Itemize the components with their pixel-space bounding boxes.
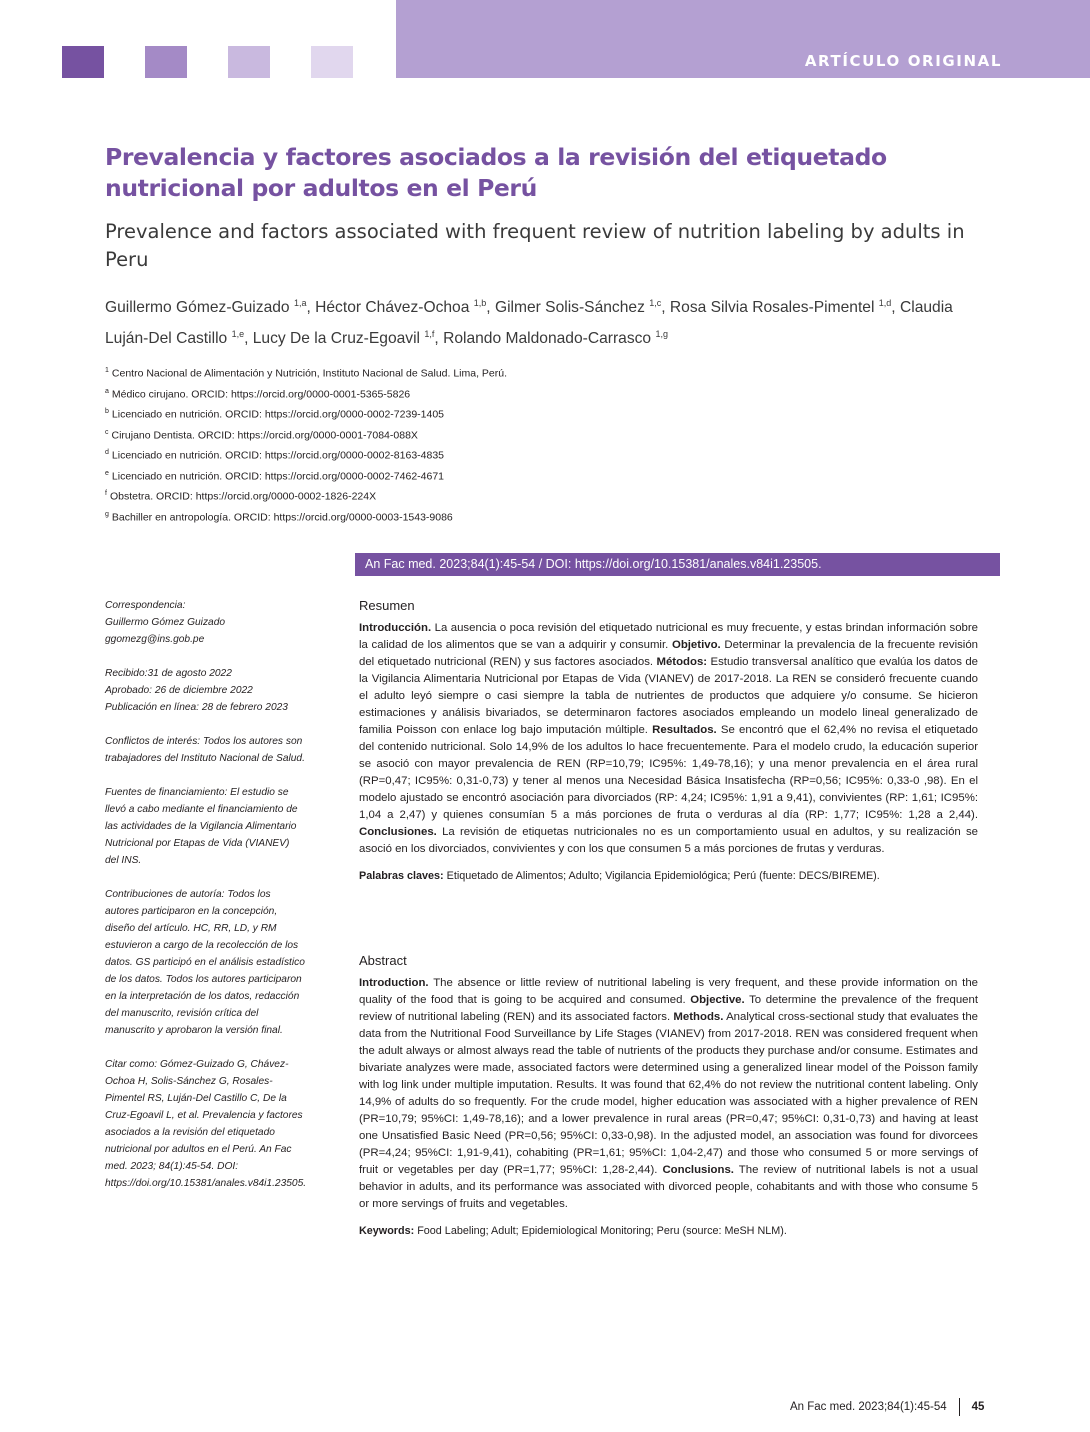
dates-block bbox=[105, 665, 305, 716]
abstract-con: The review of nutritional labels is not a usual behavior in adults, and its performance was associated with divorced people, cohabitants and with those who consume 5 or more servings of fruits and vegetables. bbox=[359, 1164, 978, 1210]
correspondence-label: Correspondencia: bbox=[105, 600, 186, 611]
author: Rolando Maldonado-Carrasco bbox=[443, 330, 652, 348]
published-label: Publicación en línea: bbox=[105, 702, 200, 713]
affiliation-item bbox=[105, 403, 985, 424]
affiliation-item bbox=[105, 465, 985, 486]
affiliation-item bbox=[105, 383, 985, 404]
affiliation-mark: f bbox=[105, 490, 107, 497]
affiliation-text: Licenciado en nutrición. ORCID: https://orcid.org/0000-0002-7239-1405 bbox=[111, 408, 445, 421]
resumen-keywords bbox=[359, 868, 978, 885]
abstract-obj-label: Objective. bbox=[690, 994, 745, 1006]
affiliation-mark: e bbox=[105, 469, 109, 477]
cite-as-text: Gómez-Guizado G, Chávez-Ochoa H, Solis-Sánchez G, Rosales-Pimentel RS, Luján-Del Castillo C, De la Cruz-Egoavil L, et al. Prevalencia y factores asociados a la revisión del etiquetado nutricional por adultos en el Perú. An Fac med. 2023; 84(1):45-54. DOI: https://doi.org/10.15381/anales.v84i1.23505. bbox=[105, 1059, 307, 1189]
conflicts-label: Conflictos de interés: bbox=[105, 736, 201, 747]
page-footer bbox=[790, 1398, 984, 1416]
contributions-block bbox=[105, 886, 305, 1039]
received-label: Recibido: bbox=[105, 668, 148, 679]
footer-journal: An Fac med. 2023;84(1):45-54 bbox=[790, 1401, 947, 1414]
affiliation-item bbox=[105, 506, 985, 527]
citation-bar[interactable]: An Fac med. 2023;84(1):45-54 / DOI: https://doi.org/10.15381/anales.v84i1.23505. bbox=[355, 553, 1000, 576]
received-date: 31 de agosto 2022 bbox=[147, 668, 232, 679]
cite-as-label: Citar como: bbox=[105, 1059, 158, 1070]
affiliation-text: Centro Nacional de Alimentación y Nutrición, Instituto Nacional de Salud. Lima, Perú. bbox=[111, 367, 508, 380]
abstract-met-label: Methods. bbox=[673, 1011, 724, 1023]
abstract-met: Analytical cross-sectional study that evaluates the data from the Nutritional Food Surveillance by Life Stages (VIANEV) from 2017-2018. REN was considered frequent when the adult always or almost always read the table of nutrients of the products they purchase and/or consume. Estimates and bivariate analyzes were made, associated factors were determined using a generalized linear model of the Poisson family with log link under multiple imputation. Results. It was found that 62,4% do not review the nutritional content labeling. Only 14,9% of adults do so frequently. For the crude model, higher education was associated with a higher prevalence of REN (PR=10,79; 95%CI: 1,49-78,16); and a lower prevalence in rural areas (PR=0,47; 95%CI: 0,31-0,73) and having at least one Unsatisfied Basic Need (PR=0,56; 95%CI: 0,33-0,98). In the adjusted model, an association was found for divorcees (PR=4,24; 95%CI: 1,91-9,41), cohabiting (PR=1,61; 95%CI: 1,04-2,47) and those who consumed 5 or more servings of fruit or vegetables per day (PR=1,77; 95%CI: 1,28-2,44). bbox=[359, 1011, 978, 1176]
abstract-section bbox=[359, 952, 978, 1240]
resumen-section bbox=[359, 597, 978, 885]
author: Rosa Silvia Rosales-Pimentel bbox=[669, 299, 875, 317]
author-affiliation-mark: 1,d bbox=[878, 298, 892, 308]
resumen-body bbox=[359, 620, 978, 858]
decor-square-3 bbox=[228, 46, 270, 78]
affiliation-text: Bachiller en antropología. ORCID: https://orcid.org/0000-0003-1543-9086 bbox=[111, 511, 453, 523]
resumen-kw: Etiquetado de Alimentos; Adulto; Vigilancia Epidemiológica; Perú (fuente: DECS/BIREME). bbox=[443, 870, 880, 882]
author: Claudia Luján-Del Castillo bbox=[105, 299, 953, 348]
affiliation-mark: b bbox=[105, 408, 109, 415]
author-affiliation-mark: 1,b bbox=[473, 298, 487, 308]
resumen-intro-label: Introducción. bbox=[359, 622, 432, 634]
abstract-kw-label: Keywords: bbox=[359, 1225, 415, 1237]
funding-text: El estudio se llevó a cabo mediante el financiamiento de las actividades de la Vigilancia Alimentario Nutricional por Etapas de Vida (VIANEV) del INS. bbox=[105, 787, 298, 866]
author-affiliation-mark: 1,a bbox=[293, 298, 307, 308]
contributions-label: Contribuciones de autoría: bbox=[105, 889, 225, 900]
resumen-intro: La ausencia o poca revisión del etiquetado nutricional es muy frecuente, y estas brindan información sobre la calidad de los alimentos que se van a adquirir y consumir. bbox=[359, 622, 978, 651]
article-title-english: Prevalence and factors associated with frequent review of nutrition labeling by adults in Peru bbox=[105, 220, 965, 271]
author: Guillermo Gómez-Guizado bbox=[105, 299, 290, 317]
footer-divider bbox=[959, 1398, 960, 1416]
article-info-sidebar bbox=[105, 597, 305, 1209]
author-affiliation-mark: 1,e bbox=[231, 329, 245, 340]
published-date: 28 de febrero 2023 bbox=[201, 702, 288, 713]
article-title-spanish: Prevalencia y factores asociados a la revisión del etiquetado nutricional por adultos en el Perú bbox=[105, 143, 887, 202]
resumen-heading: Resumen bbox=[359, 598, 415, 613]
abstract-kw: Food Labeling; Adult; Epidemiological Monitoring; Peru (source: MeSH NLM). bbox=[414, 1225, 787, 1237]
correspondence-block bbox=[105, 597, 305, 648]
resumen-obj: Determinar la prevalencia de la frecuente revisión del etiquetado nutricional (REN) y sus factores asociados. bbox=[359, 639, 978, 668]
header-band bbox=[396, 0, 1090, 78]
abstract-con-label: Conclusions. bbox=[662, 1164, 734, 1176]
resumen-con-label: Conclusiones. bbox=[359, 826, 437, 838]
affiliation-item bbox=[105, 424, 985, 445]
conflicts-text: Todos los autores son trabajadores del Instituto Nacional de Salud. bbox=[105, 736, 305, 764]
resumen-met: Estudio transversal analítico que evalúa los datos de la Vigilancia Alimentaria Nutricional por Etapas de Vida (VIANEV) de 2017-2018. La REN se consideró frecuente cuando el adulto leyó siempre o casi siempre la tabla de nutrientes de productos que adquiere y/o consume. Se hicieron estimaciones y análisis bivariados, se determinaron factores asociados empleando un modelo lineal generalizado de familia Poisson con enlace log bajo imputación múltiple. bbox=[359, 656, 978, 736]
abstract-obj: To determine the prevalence of the frequent review of nutritional labeling (REN) and its associated factors. bbox=[359, 994, 978, 1023]
author-list: Guillermo Gómez-Guizado $^{1,a}$, Héctor Chávez-Ochoa $^{1,b}$, Gilmer Solis-Sánchez $^{1,c}$, Rosa Silvia Rosales-Pimentel $^{1,d}$, Claudia Luján-Del Castillo $^{1,e}$, Lucy De la Cruz-Egoavil $^{1,f}$, Rolando Maldonado-Carrasco $^{1,g}$ bbox=[105, 298, 953, 348]
contributions-text: Todos los autores participaron en la concepción, diseño del artículo. HC, RR, LD, y RM estuvieron a cargo de la recolección de los datos. GS participó en el análisis estadístico de los datos. Todos los autores participaron en la interpretación de los datos, redacción del manuscrito, revisión crítica del manuscrito y aprobaron la versión final. bbox=[105, 889, 305, 1036]
correspondence-name: Guillermo Gómez Guizado bbox=[105, 617, 226, 628]
affiliation-item bbox=[105, 485, 985, 506]
section-label: ARTÍCULO ORIGINAL bbox=[804, 52, 1002, 70]
resumen-res: Se encontró que el 62,4% no revisa el etiquetado del contenido nutricional. Solo 14,9% de los adultos lo hace frecuentemente. Para el modelo crudo, la educación superior se asoció con mayor prevalencia de REN (RP=10,79; IC95%: 1,49-78,16); y una menor prevalencia en el área rural (RP=0,47; IC95%: 0,31-0,73) y tener al menos una Necesidad Básica Insatisfecha (RP=0,56; IC95%: 0,33-0 ,98). En el modelo ajustado se encontró asociación para divorciados (RP: 4,24; IC95%: 1,91 a 9,41), convivientes (RP: 1,61; IC95%: 1,04 a 2,47) y quienes consumían 5 a más porciones de fruta o verduras al día (RP: 1,77; IC95%: 1,28 a 2,44). bbox=[359, 724, 979, 821]
funding-block bbox=[105, 784, 305, 869]
author: Lucy De la Cruz-Egoavil bbox=[252, 330, 421, 348]
abstract-heading: Abstract bbox=[359, 953, 407, 968]
conflicts-block bbox=[105, 733, 305, 767]
affiliation-item bbox=[105, 444, 985, 465]
correspondence-email[interactable]: ggomezg@ins.gob.pe bbox=[105, 634, 205, 645]
author-affiliation-mark: 1,f bbox=[424, 329, 435, 340]
approved-label: Aprobado: bbox=[105, 685, 153, 696]
affiliation-mark: d bbox=[105, 449, 109, 456]
abstract-intro-label: Introduction. bbox=[359, 977, 429, 989]
decor-square-1 bbox=[62, 46, 104, 78]
resumen-res-label: Resultados. bbox=[652, 724, 717, 736]
author-affiliation-mark: 1,g bbox=[655, 329, 668, 340]
decor-square-4 bbox=[311, 46, 353, 78]
affiliation-mark: 1 bbox=[105, 367, 109, 374]
resumen-kw-label: Palabras claves: bbox=[359, 870, 444, 882]
affiliation-text: Obstetra. ORCID: https://orcid.org/0000-0002-1826-224X bbox=[109, 490, 377, 503]
affiliation-mark: g bbox=[105, 510, 109, 518]
resumen-met-label: Métodos: bbox=[656, 656, 708, 668]
affiliation-text: Cirujano Dentista. ORCID: https://orcid.org/0000-0001-7084-088X bbox=[111, 429, 418, 441]
page-number: 45 bbox=[971, 1401, 985, 1414]
resumen-con: La revisión de etiquetas nutricionales no es un comportamiento usual en adultos, y su realización se asoció en los divorciados, convivientes y con los que consumen 5 a más porciones de frutas y verduras. bbox=[359, 826, 978, 855]
funding-label: Fuentes de financiamiento: bbox=[105, 787, 228, 798]
abstract-intro: The absence or little review of nutritional labeling is very frequent, and these provide information on the quality of the food that is going to be acquired and consumed. bbox=[359, 977, 978, 1006]
author-affiliation-mark: 1,c bbox=[649, 298, 662, 308]
affiliation-text: Licenciado en nutrición. ORCID: https://orcid.org/0000-0002-8163-4835 bbox=[111, 449, 445, 462]
author: Gilmer Solis-Sánchez bbox=[494, 299, 645, 317]
affiliation-text: Licenciado en nutrición. ORCID: https://orcid.org/0000-0002-7462-4671 bbox=[111, 470, 445, 482]
affiliation-mark: c bbox=[105, 428, 109, 436]
affiliation-mark: a bbox=[105, 387, 109, 395]
abstract-body bbox=[359, 975, 978, 1213]
resumen-obj-label: Objetivo. bbox=[671, 639, 721, 651]
author: Héctor Chávez-Ochoa bbox=[315, 299, 470, 317]
approved-date: 26 de diciembre 2022 bbox=[154, 685, 253, 696]
abstract-keywords bbox=[359, 1223, 978, 1240]
affiliation-item bbox=[105, 362, 985, 383]
cite-as-block bbox=[105, 1056, 305, 1192]
affiliations bbox=[105, 362, 985, 526]
affiliation-text: Médico cirujano. ORCID: https://orcid.org/0000-0001-5365-5826 bbox=[111, 388, 411, 400]
decor-square-2 bbox=[145, 46, 187, 78]
